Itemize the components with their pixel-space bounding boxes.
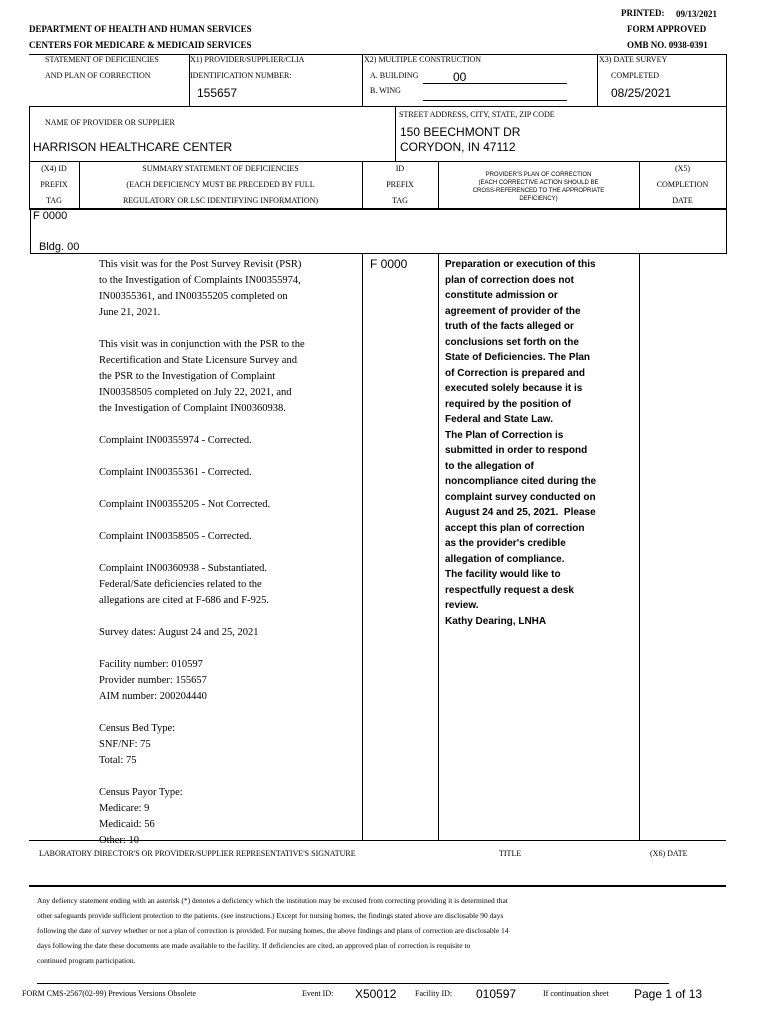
footnote-line: other safeguards provide sufficient protection to the patients. (see instructions.) Except for nursing homes, the findings stated above are disclosable 90 days xyxy=(37,911,504,920)
plan-line: accept this plan of correction xyxy=(445,522,585,534)
summary-line xyxy=(99,417,361,433)
plan-line: review. xyxy=(445,600,479,611)
col-id-2: PREFIX xyxy=(386,180,414,189)
plan-line: executed solely because it is xyxy=(445,383,583,394)
summary-line: Other: 10 xyxy=(99,835,139,846)
survey-date-value: 08/25/2021 xyxy=(611,86,672,100)
building-label: A. BUILDING xyxy=(370,71,419,80)
building-value: 00 xyxy=(453,70,467,84)
summary-line xyxy=(99,513,361,529)
x1-label-2: IDENTIFICATION NUMBER: xyxy=(190,71,292,80)
summary-line: Recertification and State Licensure Survey and xyxy=(99,355,297,366)
col-summary-1: SUMMARY STATEMENT OF DEFICIENCIES xyxy=(142,164,299,173)
summary-line: Federal/Sate deficiencies related to the xyxy=(99,579,262,590)
address-line-2: CORYDON, IN 47112 xyxy=(400,140,516,154)
summary-line xyxy=(99,321,361,337)
address-line-1: 150 BEECHMONT DR xyxy=(400,125,521,139)
form-approved: FORM APPROVED xyxy=(627,24,707,34)
summary-line: Total: 75 xyxy=(99,755,137,766)
col-plan-4: DEFICIENCY) xyxy=(519,196,558,202)
plan-line: Preparation or execution of this xyxy=(445,259,596,270)
summary-line: SNF/NF: 75 xyxy=(99,739,151,750)
footnote-line: days following the date these documents are made available to the facility. If deficiencies are cited, an approved plan of correction is requisite to xyxy=(37,941,471,950)
col-x5-1: (X5) xyxy=(674,164,691,173)
summary-line: the PSR to the Investigation of Complaint xyxy=(99,371,276,382)
footnote-line: continued program participation. xyxy=(37,956,136,965)
page-number: Page 1 of 13 xyxy=(634,987,703,1001)
footnote-line: Any defiency statement ending with an asterisk (*) denotes a deficiency which the institution may be excused from correcting providing it is determined that xyxy=(37,896,508,905)
col-plan-3: CROSS-REFERENCED TO THE APPROPRIATE xyxy=(472,188,605,194)
summary-line xyxy=(99,449,361,465)
summary-line xyxy=(99,769,361,785)
summary-line: Census Payor Type: xyxy=(99,787,183,798)
summary-line: Facility number: 010597 xyxy=(99,659,203,670)
summary-line: AIM number: 200204440 xyxy=(99,691,207,702)
plan-line: submitted in order to respond xyxy=(445,445,588,456)
plan-line: State of Deficiencies. The Plan xyxy=(445,352,591,363)
plan-line: as the provider's credible xyxy=(445,538,566,549)
summary-line: Complaint IN00360938 - Substantiated. xyxy=(99,563,267,574)
x3-label: X3) DATE SURVEY xyxy=(599,55,668,64)
x6-date-label: (X6) DATE xyxy=(650,849,688,858)
printed-date: 09/13/2021 xyxy=(676,9,718,19)
summary-line: Complaint IN00358505 - Corrected. xyxy=(99,531,252,542)
plan-line: truth of the facts alleged or xyxy=(445,321,574,332)
x2-label: X2) MULTIPLE CONSTRUCTION xyxy=(364,55,482,64)
summary-line: IN00358505 completed on July 22, 2021, and xyxy=(99,387,292,398)
col-summary-2: (EACH DEFICIENCY MUST BE PRECEDED BY FULL xyxy=(126,180,315,189)
summary-statement xyxy=(99,257,361,849)
summary-line: Complaint IN00355205 - Not Corrected. xyxy=(99,499,271,510)
summary-line: IN00355361, and IN00355205 completed on xyxy=(99,291,288,302)
plan-line: conclusions set forth on the xyxy=(445,336,579,348)
summary-line: Provider number: 155657 xyxy=(99,675,207,686)
address-label: STREET ADDRESS, CITY, STATE, ZIP CODE xyxy=(399,110,555,119)
signature-label: LABORATORY DIRECTOR'S OR PROVIDER/SUPPLIER REPRESENTATIVE'S SIGNATURE xyxy=(39,849,356,858)
col-id-1: ID xyxy=(395,164,405,173)
col-x4-3: TAG xyxy=(46,196,62,205)
footnote-line: following the date of survey whether or not a plan of correction is provided. For nursing homes, the above findings and plans of correction are disclosable 14 xyxy=(37,926,509,935)
plan-line: constitute admission or xyxy=(445,290,558,301)
plan-line: complaint survey conducted on xyxy=(445,491,596,503)
form-number: FORM CMS-2567(02-99) Previous Versions Obsolete xyxy=(22,989,197,998)
plan-line: The Plan of Correction is xyxy=(445,429,564,441)
plan-line: The facility would like to xyxy=(445,569,561,580)
plan-of-correction xyxy=(445,257,637,629)
col-summary-3: REGULATORY OR LSC IDENTIFYING INFORMATION) xyxy=(122,196,319,205)
col-x5-2: COMPLETION xyxy=(656,180,709,189)
id-prefix-tag: F 0000 xyxy=(370,257,408,271)
summary-line: the Investigation of Complaint IN00360938. xyxy=(99,403,286,414)
statement-label-1: STATEMENT OF DEFICIENCIES xyxy=(45,55,159,64)
continuation-label: If continuation sheet xyxy=(543,989,609,998)
dept-title: DEPARTMENT OF HEALTH AND HUMAN SERVICES xyxy=(29,24,252,34)
footnote xyxy=(37,893,727,968)
plan-line: agreement of provider of the xyxy=(445,305,581,317)
summary-line: Complaint IN00355361 - Corrected. xyxy=(99,467,252,478)
summary-line: This visit was in conjunction with the PSR to the xyxy=(99,339,305,350)
title-label: TITLE xyxy=(499,849,522,858)
col-id-3: TAG xyxy=(392,196,408,205)
plan-line: plan of correction does not xyxy=(445,274,574,286)
plan-line: August 24 and 25, 2021. Please xyxy=(445,507,596,518)
x3-label-2: COMPLETED xyxy=(611,71,659,80)
summary-line: Survey dates: August 24 and 25, 2021 xyxy=(99,627,259,638)
provider-name-label: NAME OF PROVIDER OR SUPPLIER xyxy=(45,118,175,127)
summary-line: Medicaid: 56 xyxy=(99,819,155,830)
plan-line: Kathy Dearing, LNHA xyxy=(445,615,547,627)
plan-line: required by the position of xyxy=(445,398,572,410)
summary-line: This visit was for the Post Survey Revisit (PSR) xyxy=(99,259,302,270)
provider-id-value: 155657 xyxy=(197,86,238,100)
event-id-label: Event ID: xyxy=(302,989,334,998)
plan-line: noncompliance cited during the xyxy=(445,476,597,487)
col-x5-3: DATE xyxy=(672,196,693,205)
omb-number: OMB NO. 0938-0391 xyxy=(627,40,708,50)
col-x4-1: (X4) ID xyxy=(41,164,67,173)
summary-line: to the Investigation of Complaints IN00355974, xyxy=(99,275,301,286)
centers-title: CENTERS FOR MEDICARE & MEDICAID SERVICES xyxy=(29,40,252,50)
col-plan-2: (EACH CORRECTIVE ACTION SHOULD BE xyxy=(478,180,599,186)
summary-line xyxy=(99,481,361,497)
summary-line: Complaint IN00355974 - Corrected. xyxy=(99,435,252,446)
plan-line: respectfully request a desk xyxy=(445,584,574,596)
statement-label-2: AND PLAN OF CORRECTION xyxy=(45,71,151,80)
tag-prefix: F 0000 xyxy=(33,210,68,222)
plan-line: allegation of compliance. xyxy=(445,553,565,565)
facility-id-value: 010597 xyxy=(476,987,517,1001)
bldg-label: Bldg. 00 xyxy=(39,241,80,253)
plan-line: to the allegation of xyxy=(445,460,534,472)
summary-line: Medicare: 9 xyxy=(99,803,150,814)
summary-line: Census Bed Type: xyxy=(99,723,176,734)
plan-line: Federal and State Law. xyxy=(445,414,553,425)
printed-label: PRINTED: xyxy=(621,8,665,18)
summary-line xyxy=(99,545,361,561)
wing-label: B. WING xyxy=(370,86,401,95)
facility-id-label: Facility ID: xyxy=(415,989,453,998)
x1-label: X1) PROVIDER/SUPPLIER/CLIA xyxy=(190,55,305,64)
provider-name: HARRISON HEALTHCARE CENTER xyxy=(33,140,233,154)
col-plan-1: PROVIDER'S PLAN OF CORRECTION xyxy=(485,172,592,178)
summary-line: allegations are cited at F-686 and F-925. xyxy=(99,595,269,606)
summary-line xyxy=(99,641,361,657)
summary-line: June 21, 2021. xyxy=(99,307,161,318)
col-x4-2: PREFIX xyxy=(40,180,68,189)
summary-line xyxy=(99,609,361,625)
plan-line: of Correction is prepared and xyxy=(445,367,586,379)
summary-line xyxy=(99,705,361,721)
event-id-value: X50012 xyxy=(355,987,397,1001)
